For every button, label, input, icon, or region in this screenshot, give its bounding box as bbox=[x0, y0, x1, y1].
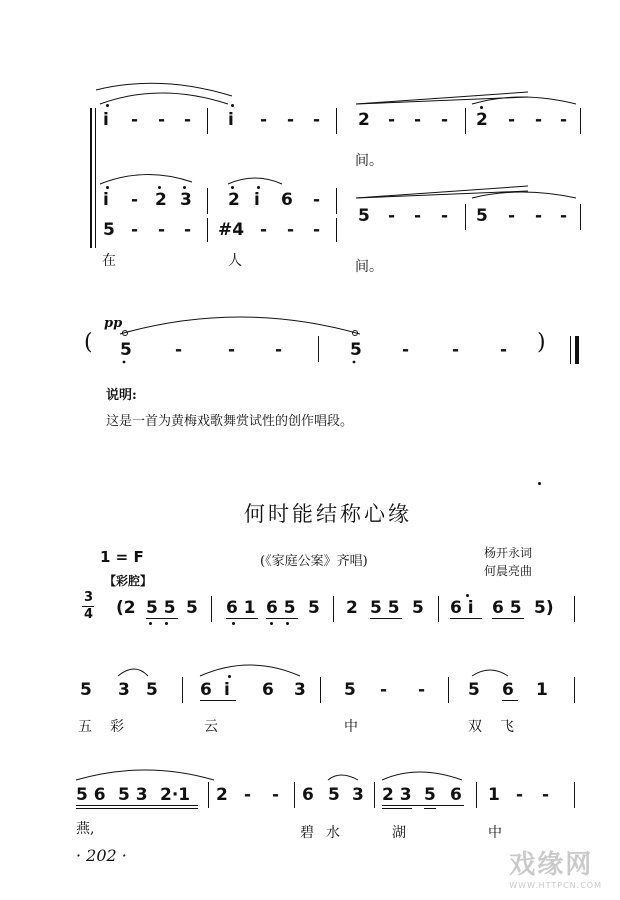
explanation-heading: 说明: bbox=[106, 388, 137, 403]
note: 5 bbox=[344, 680, 356, 700]
lyric: 飞 bbox=[500, 719, 514, 735]
low-dot bbox=[123, 361, 126, 364]
note-1-4: 2 bbox=[476, 110, 488, 130]
note-sharp: #4 bbox=[218, 220, 245, 240]
dash: - bbox=[500, 340, 508, 360]
dash: - bbox=[388, 206, 396, 226]
note-1-3: 2 bbox=[358, 110, 370, 130]
note-pair: 5 6 bbox=[76, 785, 106, 805]
note: (2 bbox=[116, 598, 136, 618]
note: 6 bbox=[502, 680, 514, 700]
slur bbox=[200, 665, 300, 676]
note: 1 bbox=[536, 680, 548, 700]
dash: - bbox=[184, 110, 192, 130]
note: 2 bbox=[346, 598, 358, 618]
note: 5 bbox=[412, 598, 424, 618]
slur bbox=[472, 670, 508, 676]
close-paren: ) bbox=[537, 330, 546, 355]
lyric: 间。 bbox=[355, 153, 383, 169]
dash: - bbox=[131, 110, 139, 130]
dash: - bbox=[158, 220, 166, 240]
watermark-url: WWW.HTTPCN.COM bbox=[509, 881, 602, 890]
dash: - bbox=[131, 220, 139, 240]
slur bbox=[228, 178, 282, 184]
low-dot bbox=[353, 361, 356, 364]
note: 6 bbox=[450, 785, 462, 805]
note-pair: 5 5 bbox=[146, 598, 176, 618]
dash: - bbox=[260, 220, 268, 240]
slur bbox=[100, 174, 192, 184]
note-pair: 2 3 bbox=[382, 785, 412, 805]
dash: - bbox=[542, 785, 550, 805]
dash: - bbox=[380, 680, 388, 700]
dash: - bbox=[313, 220, 321, 240]
song-source: (《家庭公案》齐唱) bbox=[260, 554, 368, 569]
dash: - bbox=[414, 110, 422, 130]
note: 2 bbox=[228, 190, 240, 210]
dash: - bbox=[313, 110, 321, 130]
composer: 何晨亮曲 bbox=[484, 564, 533, 578]
dash: - bbox=[244, 785, 252, 805]
lyric: 燕, bbox=[76, 821, 95, 837]
lyric: 中 bbox=[488, 825, 502, 841]
note-pair: 5 3 bbox=[118, 785, 148, 805]
note-pair: 6 5 bbox=[266, 598, 296, 618]
lyric: 人 bbox=[228, 253, 242, 269]
note: 5) bbox=[534, 598, 554, 618]
dash: - bbox=[287, 110, 295, 130]
note: 6 bbox=[262, 680, 274, 700]
slur bbox=[382, 772, 462, 780]
tie-arc bbox=[100, 93, 228, 104]
dash: - bbox=[452, 340, 460, 360]
dash: - bbox=[158, 110, 166, 130]
slur bbox=[76, 770, 214, 780]
dash: - bbox=[388, 110, 396, 130]
tie-arc bbox=[120, 317, 360, 334]
note: 5 bbox=[80, 680, 92, 700]
note: 5 bbox=[350, 340, 362, 360]
dash: - bbox=[402, 340, 410, 360]
dynamic-mark: pp bbox=[104, 316, 123, 331]
dash: - bbox=[441, 206, 449, 226]
song-title: 何时能结称心缘 bbox=[244, 502, 412, 526]
dash: - bbox=[414, 206, 422, 226]
key-signature: 1 = F bbox=[100, 548, 144, 566]
note: 5 bbox=[358, 206, 370, 226]
note: 6 bbox=[200, 680, 212, 700]
note: 5 bbox=[476, 206, 488, 226]
note: 3 bbox=[294, 680, 306, 700]
dash: - bbox=[313, 190, 321, 210]
note: 5 bbox=[120, 340, 132, 360]
lyric: 中 bbox=[344, 719, 358, 735]
dash: - bbox=[516, 785, 524, 805]
note: 5 bbox=[308, 598, 320, 618]
tie-arc bbox=[472, 97, 576, 104]
dash: - bbox=[287, 220, 295, 240]
note: 6 bbox=[281, 190, 293, 210]
dash: - bbox=[228, 340, 236, 360]
slur bbox=[118, 669, 148, 676]
note: 5 bbox=[328, 785, 340, 805]
lyric: 碧 bbox=[300, 825, 314, 841]
note: 5 bbox=[468, 680, 480, 700]
note: 2 bbox=[155, 190, 167, 210]
lyricist: 杨开永词 bbox=[484, 546, 533, 560]
lyric: 湖 bbox=[392, 825, 406, 841]
dash: - bbox=[418, 680, 426, 700]
lyric: 间。 bbox=[355, 259, 383, 275]
dash: - bbox=[275, 340, 283, 360]
lyric: 双 bbox=[468, 719, 482, 735]
tie-arc bbox=[96, 83, 232, 96]
time-sig-bottom: 4 bbox=[84, 607, 94, 622]
dash: - bbox=[175, 340, 183, 360]
dash: - bbox=[560, 206, 568, 226]
note: 5 bbox=[186, 598, 198, 618]
dash: - bbox=[508, 110, 516, 130]
lyric: 云 bbox=[204, 719, 218, 735]
dash: - bbox=[260, 110, 268, 130]
note: 1 bbox=[488, 785, 500, 805]
note-pair: 2·1 bbox=[160, 785, 191, 805]
lyric: 水 bbox=[326, 825, 340, 841]
note-pair: 6 5 bbox=[492, 598, 522, 618]
slur bbox=[328, 775, 358, 780]
note: 6 bbox=[302, 785, 314, 805]
note: i bbox=[224, 680, 230, 700]
explanation-text: 这是一首为黄梅戏歌舞赏试性的创作唱段。 bbox=[106, 414, 354, 429]
note-1-1: i bbox=[103, 110, 109, 130]
note: i bbox=[254, 190, 260, 210]
note-pair: 6 1 bbox=[226, 598, 256, 618]
page-number: · 202 · bbox=[76, 846, 127, 865]
dash: - bbox=[508, 206, 516, 226]
dash: - bbox=[131, 190, 139, 210]
note: i bbox=[103, 190, 109, 210]
note: 2 bbox=[216, 785, 228, 805]
note: 3 bbox=[352, 785, 364, 805]
note: 5 bbox=[424, 785, 436, 805]
watermark-logo: 戏缘网 bbox=[509, 850, 594, 880]
dash: - bbox=[535, 110, 543, 130]
lyric: 在 bbox=[102, 253, 116, 269]
dash: - bbox=[535, 206, 543, 226]
dash: - bbox=[184, 220, 192, 240]
dash: - bbox=[272, 785, 280, 805]
note: 3 bbox=[180, 190, 192, 210]
note: 5 bbox=[146, 680, 158, 700]
note: 5 bbox=[103, 220, 115, 240]
open-paren: ( bbox=[84, 330, 93, 355]
time-sig-top: 3 bbox=[84, 590, 94, 605]
note-pair: 6 i bbox=[450, 598, 474, 618]
note-1-2: i bbox=[228, 110, 234, 130]
dash: - bbox=[560, 110, 568, 130]
dash: - bbox=[441, 110, 449, 130]
section-label: 【彩腔】 bbox=[104, 574, 153, 588]
lyric: 五 bbox=[78, 719, 92, 735]
lyric: 彩 bbox=[110, 719, 124, 735]
note: 3 bbox=[118, 680, 130, 700]
note-pair: 5 5 bbox=[370, 598, 400, 618]
